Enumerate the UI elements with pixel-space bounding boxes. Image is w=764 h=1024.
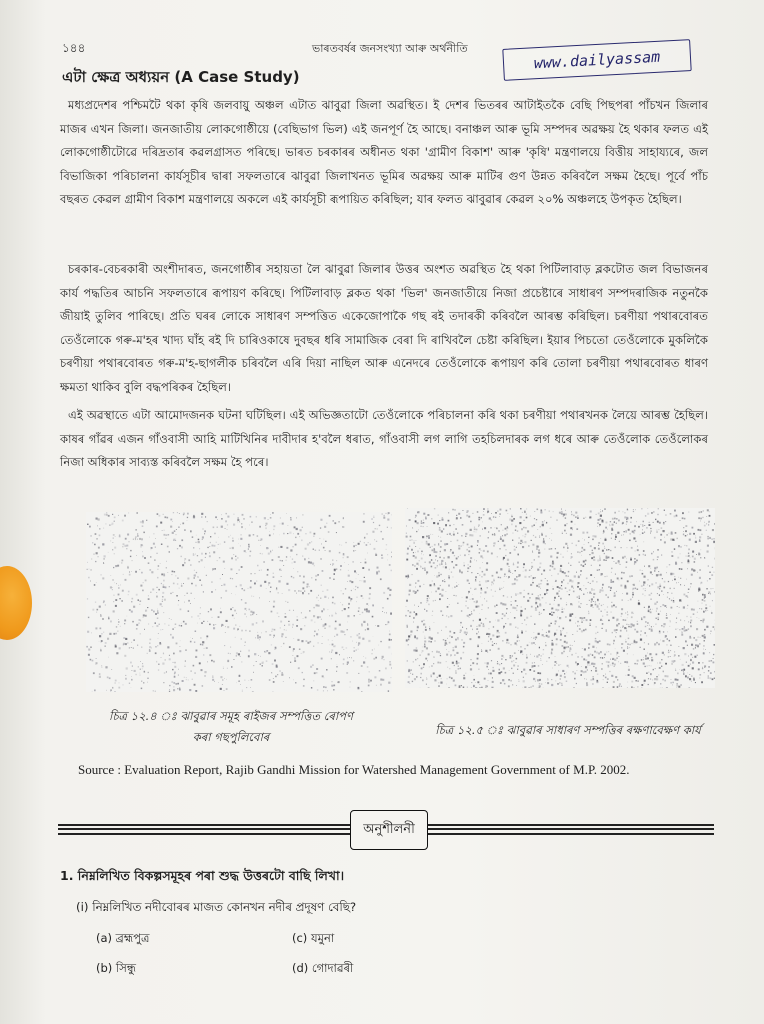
page-tab-marker [0,566,32,640]
page-number: ১৪৪ [62,41,86,55]
paragraph-2: চৰকাৰ-বেচৰকাৰী অংশীদাৰত, জনগোষ্ঠীৰ সহায়তা লৈ ঝাবুৱা জিলাৰ উত্তৰ অংশত অৱস্থিত হৈ থকা পিটিলাবাড় ব্লকটোত জল বিভাজনৰ কাৰ্য পদ্ধতিৰ আচনি সফলতাৰে ৰূপায়ণ কৰিছে। পিটিলাবাড় ব্লকত থকা 'ভিল' জনজাতীয়ে নিজা প্ৰচেষ্টাৰে সাধাৰণ সম্পদৰাজিক নতুনকৈ জীয়াই তুলিব পাৰিছে। প্ৰতি ঘৰৰ লোকে সাধাৰণ সম্পত্তিত একেজোপাকৈ গছ ৰই তদাৰকী কৰিবলৈ আৰম্ভ কৰিছিল। চৰণীয়া পথাৰবোৰত তেওঁলোকে গৰু-ম'হৰ খাদ্য ঘাঁহ ৰই দি চাৰিওকাষে দুবছৰ ধৰি সামাজিক বেৰা দি ৰাখিবলৈ চেষ্টা কৰিছিল। ইয়াৰ পিচতো তেওঁলোকে মুকলিকৈ চৰণীয়া পথাৰবোৰত গৰু-ম'হ-ছাগলীক চৰিবলৈ এৰি দিয়া নাছিল আৰু এনেদৰে তেওঁলোকে ৰূপায়ণ কৰি তোলা চৰণীয়া পথাৰবোৰত ধাৰণ ক্ষমতা থাকিব বুলি বদ্ধপৰিকৰ হৈছিল। [60,262,708,394]
option-b: (b) সিন্ধু [96,961,136,975]
exercise-heading: অনুশীলনী [350,810,428,850]
figure-photo-maintenance [405,508,715,688]
source-note: Source : Evaluation Report, Rajib Gandhi Mission for Watershed Management Government of M.P. 2002. [78,762,630,777]
figure-caption-12-5: চিত্ৰ ১২.৫ ঃ ঝাবুৱাৰ সাধাৰণ সম্পত্তিৰ ৰক্ষণাবেক্ষণ কাৰ্য [435,723,701,737]
sub-question-i: (i) নিম্নলিখিত নদীবোৰৰ মাজত কোনখন নদীৰ প্ৰদূষণ বেছি? [76,900,357,914]
section-title: এটা ক্ষেত্ৰ অধ্যয়ন (A Case Study) [62,68,300,86]
paragraph-3: এই অৱস্থাতে এটা আমোদজনক ঘটনা ঘটিছিল। এই অভিজ্ঞতাটো তেওঁলোকে পৰিচালনা কৰি থকা চৰণীয়া পথাৰখনক লৈয়ে আৰম্ভ হৈছিল। কাষৰ গাঁৱৰ এজন গাঁওবাসী আহি মাটিখিনিৰ দাবীদাৰ হ'বলৈ ধৰাত, গাঁওবাসী লগ লাগি তহচিলদাৰক লগ ধৰে আৰু তেওঁলোক তেওঁলোকৰ নিজা অধিকাৰ সাব্যস্ত কৰিবলৈ সক্ষম হৈ পৰে। [60,408,708,469]
option-c: (c) যমুনা [292,931,335,945]
paragraph-1: মধ্যপ্ৰদেশৰ পশ্চিমটৈ থকা কৃষি জলবায়ু অঞ্চল এটাত ঝাবুৱা জিলা অৱস্থিত। ই দেশৰ ভিতৰৰ আটাইতকৈ বেছি পিছপৰা পাঁচখন জিলাৰ মাজৰ এখন জিলা। জনজাতীয় লোকগোষ্ঠীয়ে (বেছিভাগ ভিল) এই জনপূৰ্ণ হৈ আছে। বনাঞ্চল আৰু ভূমি সম্পদৰ অৱক্ষয় হৈ থকাৰ ফলত এই লোকগোষ্ঠীটোৱে দৰিদ্ৰতাৰ কৱলগ্ৰাসত পৰিছে। ভাৰত চৰকাৰৰ অধীনত থকা 'গ্ৰামীণ বিকাশ' আৰু 'কৃষি' মন্ত্ৰণালয়ে বিত্তীয় সাহায্যৰে, জল বিভাজিকা পৰিচালনা কাৰ্যসূচীৰ দ্বাৰা সফলতাৰে ঝাবুৱা জিলাখনত ভূমিৰ অৱক্ষয় আৰু মাটিৰ গুণ উন্নত কৰিবলৈ সক্ষম হৈছে। পূৰ্বে পাঁচ বছৰত কেৱল গ্ৰামীণ বিকাশ মন্ত্ৰণালয়ে অকলে এই কাৰ্যসূচী ৰূপায়িত কৰিছিল; যাৰ ফলত ঝাবুৱাৰ কেৱল ২০% অঞ্চলহে উপকৃত হৈছিল। [60,98,708,206]
option-a: (a) ব্ৰহ্মপুত্ৰ [96,931,150,945]
figure-photo-saplings [86,512,392,692]
figure-caption-12-4: চিত্ৰ ১২.৪ ঃ ঝাবুৱাৰ সমূহ ৰাইজৰ সম্পত্তিত ৰোপণ কৰা গছপুলিবোৰ [109,709,353,744]
running-title: ভাৰতবৰ্ষৰ জনসংখ্যা আৰু অৰ্থনীতি [312,42,468,55]
option-d: (d) গোদাৱৰী [292,961,354,975]
watermark-stamp: www.dailyassam [502,39,691,81]
question-1: 1. নিম্নলিখিত বিকল্পসমূহৰ পৰা শুদ্ধ উত্তৰটো বাছি লিখা। [60,868,345,883]
